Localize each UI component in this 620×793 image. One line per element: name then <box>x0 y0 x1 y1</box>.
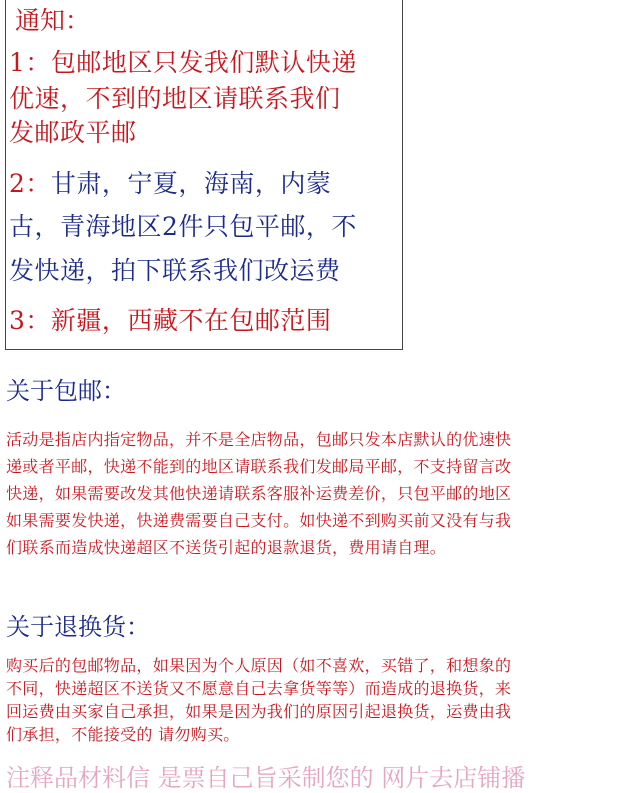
notice-title: 通知： <box>15 6 91 35</box>
notice-item-3-line-1: 3：新疆，西藏不在包邮范围 <box>9 306 332 335</box>
returns-line-1: 购买后的包邮物品，如果因为个人原因（如不喜欢，买错了，和想象的 <box>6 656 512 675</box>
notice-box <box>5 0 403 350</box>
cut-off-text: 注释品材料信 是票自己旨采制您的 网片去店铺播 <box>6 764 526 792</box>
shipping-heading: 关于包邮： <box>6 377 126 405</box>
notice-item-2-line-2: 古，青海地区2件只包平邮，不 <box>9 212 357 241</box>
notice-item-1-line-2: 优速，不到的地区请联系我们 <box>9 84 341 113</box>
notice-item-3-number: 3： <box>9 306 51 335</box>
notice-item-2-line-3: 发快递，拍下联系我们改运费 <box>9 256 341 285</box>
returns-line-2: 不同，快递超区不送货又不愿意自己去拿货等等）而造成的退换货，来 <box>6 679 512 698</box>
returns-heading: 关于退换货： <box>6 613 150 641</box>
notice-item-1-number: 1： <box>9 48 51 77</box>
shipping-line-4: 如果需要发快递，快递费需要自己支付。如快递不到购买前又没有与我 <box>6 511 512 530</box>
shipping-line-2: 递或者平邮，快递不能到的地区请联系我们发邮局平邮，不支持留言改 <box>6 457 512 476</box>
notice-item-2-line-1: 2：甘肃，宁夏，海南，内蒙 <box>9 169 332 198</box>
shipping-line-3: 快递，如果需要改发其他快递请联系客服补运费差价，只包平邮的地区 <box>6 484 512 503</box>
returns-line-4: 们承担，不能接受的 请勿购买。 <box>6 725 240 744</box>
shipping-line-1: 活动是指店内指定物品，并不是全店物品，包邮只发本店默认的优速快 <box>6 430 512 449</box>
shipping-line-5: 们联系而造成快递超区不送货引起的退款退货，费用请自理。 <box>6 538 447 557</box>
returns-line-3: 回运费由买家自己承担，如果是因为我们的原因引起退换货，运费由我 <box>6 702 512 721</box>
notice-item-1-line-1: 1：包邮地区只发我们默认快递 <box>9 48 357 77</box>
notice-item-1-line-3: 发邮政平邮 <box>9 118 137 147</box>
notice-item-2-number: 2： <box>9 169 51 198</box>
